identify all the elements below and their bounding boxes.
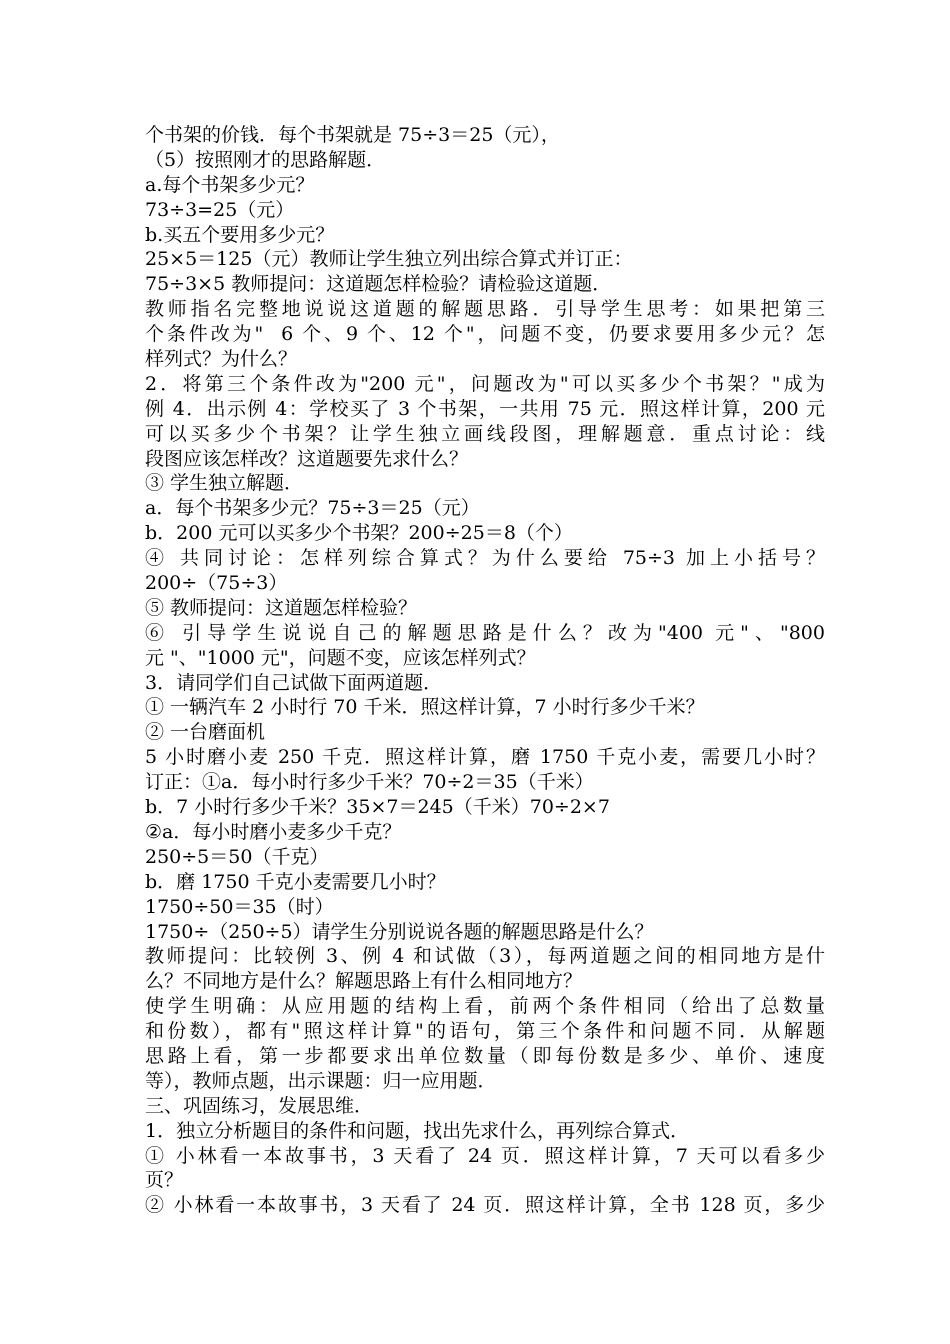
text-line: a.每个书架多少元？ — [145, 173, 315, 196]
text-line: ② 一台磨面机 — [145, 721, 266, 744]
text-line: a．每个书架多少元？75÷3＝25（元） — [145, 497, 480, 520]
text-line: 么？不同地方是什么？解题思路上有什么相同地方？ — [145, 970, 583, 993]
text-line: b．7 小时行多少千米？35×7＝245（千米）70÷2×7 — [145, 796, 610, 819]
text-line: 例 4．出示例 4：学校买了 3 个书架，一共用 75 元．照这样计算，200 元 — [145, 397, 825, 420]
text-line: 73÷3=25（元） — [145, 198, 295, 221]
text-line: 三、巩固练习，发展思维． — [145, 1094, 374, 1117]
text-line: ① 一辆汽车 2 小时行 70 千米．照这样计算，7 小时行多少千米？ — [145, 696, 705, 719]
text-line: b．200 元可以买多少个书架？200÷25＝8（个） — [145, 522, 573, 545]
text-line: 教师提问：比较例 3、例 4 和试做（3），每两道题之间的相同地方是什 — [145, 945, 825, 968]
text-line: （5）按照刚才的思路解题． — [145, 148, 386, 171]
text-line: 可以买多少个书架？让学生独立画线段图，理解题意．重点讨论：线 — [145, 422, 825, 445]
text-line: 25×5＝125（元）教师让学生独立列出综合算式并订正： — [145, 248, 633, 271]
text-line: 元 "、"1000 元"，问题不变，应该怎样列式？ — [145, 646, 536, 669]
text-line: 2．将第三个条件改为"200 元"，问题改为"可以买多少个书架？"成为 — [145, 372, 825, 395]
text-line: 订正：①a．每小时行多少千米？70÷2＝35（千米） — [145, 771, 594, 794]
text-line: 3．请同学们自己试做下面两道题． — [145, 671, 443, 694]
text-line: 思路上看，第一步都要求出单位数量（即每份数是多少、单价、速度 — [145, 1044, 825, 1067]
text-line: 和份数），都有"照这样计算"的语句，第三个条件和问题不同．从解题 — [145, 1020, 825, 1043]
text-line: 教师指名完整地说说这道题的解题思路．引导学生思考：如果把第三 — [145, 298, 825, 321]
text-line: 等），教师点题，出示课题：归一应用题． — [145, 1069, 497, 1092]
text-line: 页？ — [145, 1169, 184, 1192]
text-line: ②a．每小时磨小麦多少千克？ — [145, 820, 402, 843]
text-line: ① 小林看一本故事书，3 天看了 24 页．照这样计算，7 天可以看多少 — [145, 1144, 825, 1167]
text-line: 个书架的价钱．每个书架就是 75÷3＝25（元）， — [145, 124, 560, 146]
text-line: ⑤ 教师提问：这道题怎样检验？ — [145, 596, 418, 619]
text-line: 200÷（75÷3） — [145, 572, 288, 595]
text-line: b.买五个要用多少元？ — [145, 223, 335, 246]
text-line: ④ 共同讨论：怎样列综合算式？为什么要给 75÷3 加上小括号？ — [145, 547, 825, 570]
text-line: 75÷3×5 教师提问：这道题怎样检验？请检验这道题． — [145, 273, 612, 296]
text-line: 1750÷50＝35（时） — [145, 895, 334, 918]
text-line: b．磨 1750 千克小麦需要几小时？ — [145, 870, 446, 893]
text-line: 250÷5＝50（千克） — [145, 845, 329, 868]
text-line: 1750÷（250÷5）请学生分别说说各题的解题思路是什么？ — [145, 920, 654, 943]
text-line: 1．独立分析题目的条件和问题，找出先求什么，再列综合算式． — [145, 1119, 690, 1142]
document-body — [145, 123, 825, 1218]
text-line: ③ 学生独立解题． — [145, 472, 304, 495]
text-line: ② 小林看一本故事书，3 天看了 24 页．照这样计算，全书 128 页，多少 — [145, 1194, 825, 1217]
text-line: 段图应该怎样改？这道题要先求什么？ — [145, 447, 469, 470]
text-line: 个条件改为" 6 个、9 个、12 个"，问题不变，仍要求要用多少元？怎 — [145, 323, 825, 346]
text-line: 样列式？为什么？ — [145, 348, 298, 371]
text-line: ⑥ 引导学生说说自己的解题思路是什么？改为"400 元"、"800 — [145, 621, 825, 644]
text-line: 使学生明确：从应用题的结构上看，前两个条件相同（给出了总数量 — [145, 995, 825, 1018]
text-line: 5 小时磨小麦 250 千克．照这样计算，磨 1750 千克小麦，需要几小时？ — [145, 746, 825, 769]
